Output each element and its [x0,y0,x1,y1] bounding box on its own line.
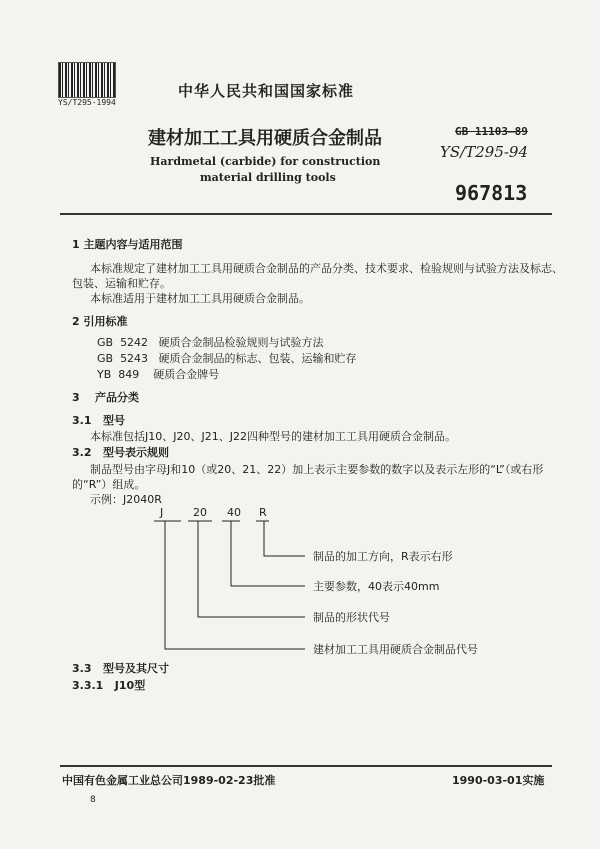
section-3-3-1-title: 3.3.1 J10型 [72,679,146,692]
ref-item: GB 5243 硬质合金制品的标志、包装、运输和贮存 [97,352,357,365]
s1-paragraph-1a: 本标准规定了建材加工工具用硬质合金制品的产品分类、技术要求、检验规则与试验方法及标志、 [90,262,563,275]
code-parameter: 40 [227,506,241,519]
code-direction: R [259,506,267,519]
label-direction: 制品的加工方向，R表示右形 [313,550,453,563]
s32-paragraph-2: 的“R”）组成。 [72,478,146,491]
title-cn: 建材加工工具用硬质合金制品 [148,128,382,149]
section-2-title: 2 引用标准 [72,315,128,328]
approval-line: 中国有色金属工业总公司1989-02-23批准 [62,774,276,787]
s32-paragraph-1: 制品型号由字母J和10（或20、21、22）加上表示主要参数的数字以及表示左形的“L”（或右形 [90,463,544,476]
label-product-code: 建材加工工具用硬质合金制品代号 [313,643,478,656]
national-standard: 中华人民共和国国家标准 [178,82,355,100]
footer-divider [60,765,552,767]
code-shape: 20 [193,506,207,519]
section-3-title: 3 产品分类 [72,391,139,404]
label-parameter: 主要参数，40表示40mm [313,580,440,593]
title-en-line2: material drilling tools [200,171,336,184]
section-3-3-title: 3.3 型号及其尺寸 [72,662,169,675]
s1-paragraph-2: 本标准适用于建材加工工具用硬质合金制品。 [90,292,310,305]
old-standard-code: GB 11103—89 [455,125,528,138]
example: 示例：J2040R [90,493,162,506]
ref-item: GB 5242 硬质合金制品检验规则与试验方法 [97,336,324,349]
ref-item: YB 849 硬质合金牌号 [97,368,220,381]
code-letter: J [160,506,164,519]
barcode-caption: YS/T295-1994 [58,98,116,107]
page-number: 8 [90,795,96,805]
s1-paragraph-1b: 包装、运输和贮存。 [72,277,171,290]
s31-paragraph: 本标准包括J10、J20、J21、J22四种型号的建材加工工具用硬质合金制品。 [90,430,456,443]
section-3-2-title: 3.2 型号表示规则 [72,446,169,459]
title-en-line1: Hardmetal (carbide) for construction [150,155,381,168]
section-1-title: 1 主题内容与适用范围 [72,238,183,251]
label-shape: 制品的形状代号 [313,611,390,624]
new-standard-code: YS/T295-94 [440,143,529,161]
implementation-line: 1990-03-01实施 [452,774,545,787]
section-3-1-title: 3.1 型号 [72,414,125,427]
serial-number: 967813 [455,181,528,205]
